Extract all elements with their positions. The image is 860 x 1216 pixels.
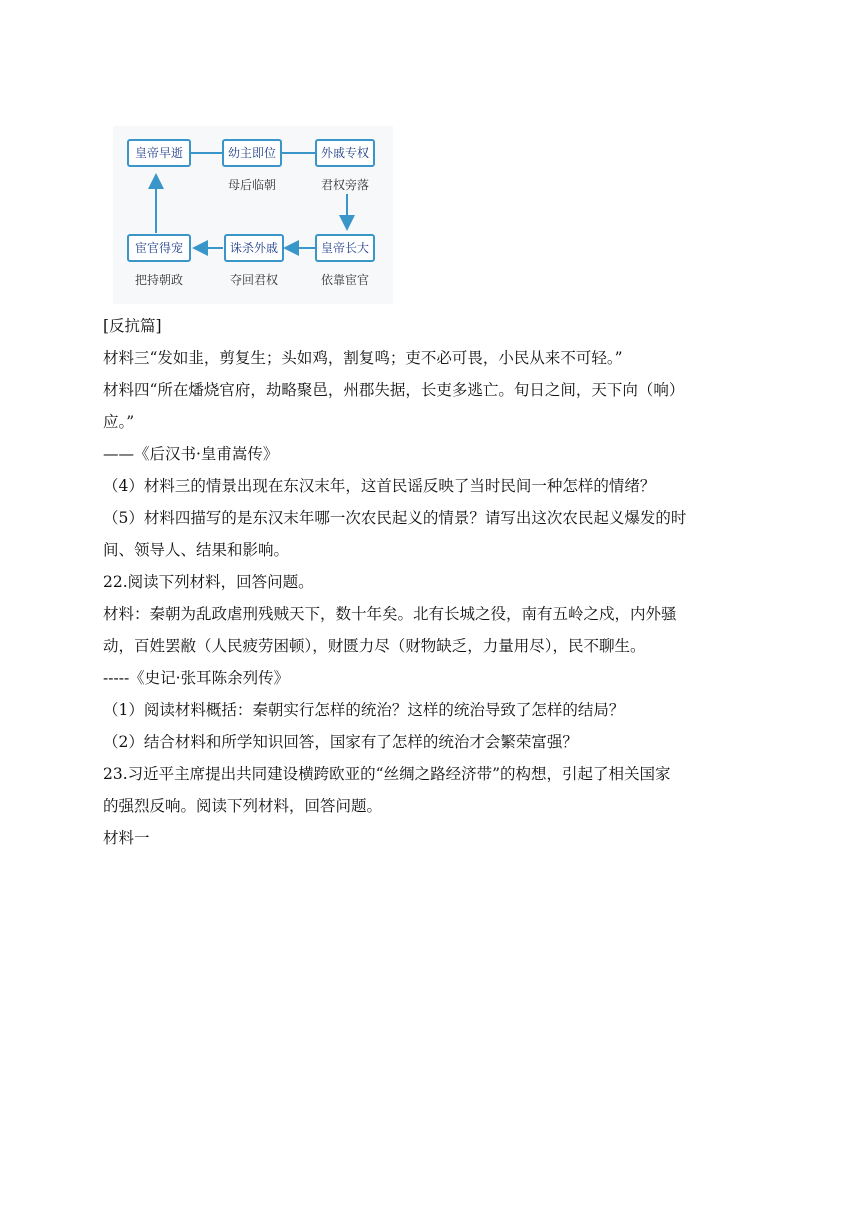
source-citation-1: ——《后汉书·皇甫嵩传》: [103, 445, 279, 463]
cycle-diagram-svg: [113, 126, 393, 304]
question-23-line-1: 23.习近平主席提出共同建设横跨欧亚的“丝绸之路经济带”的构想，引起了相关国家: [103, 765, 671, 783]
material-four-line-1: 材料四“所在燔烧官府，劫略聚邑，州郡失据，长吏多逃亡。旬日之间，天下向（响）: [103, 381, 685, 399]
question-22-material-line-1: 材料：秦朝为乱政虐刑残贼天下，数十年矣。北有长城之役，南有五岭之戍，内外骚: [103, 605, 677, 623]
sub-label-empress-regent: 母后临朝: [227, 178, 277, 192]
sub-label-control-court: 把持朝政: [134, 273, 184, 287]
box-label-emperor-grows: 皇帝长大: [320, 241, 370, 255]
question-23-line-2: 的强烈反响。阅读下列材料，回答问题。: [103, 797, 383, 815]
question-22-part-2: （2）结合材料和所学知识回答，国家有了怎样的统治才会繁荣富强？: [103, 733, 578, 751]
sub-label-regain-power: 夺回君权: [229, 273, 279, 287]
question-23-material-one: 材料一: [103, 829, 150, 847]
box-label-consort-clan: 外戚专权: [320, 146, 370, 160]
sub-label-rely-eunuchs: 依靠宦官: [320, 273, 370, 287]
question-22-title: 22.阅读下列材料，回答问题。: [103, 573, 314, 591]
cycle-diagram: [113, 126, 393, 304]
question-22-part-1: （1）阅读材料概括：秦朝实行怎样的统治？这样的统治导致了怎样的结局？: [103, 701, 625, 719]
box-label-kill-consorts: 诛杀外戚: [229, 241, 279, 255]
box-label-emperor-dies: 皇帝早逝: [134, 146, 184, 160]
body-text: [103, 310, 763, 854]
box-label-young-ruler: 幼主即位: [227, 146, 277, 160]
question-22-material-line-2: 动，百姓罢敝（人民疲劳困顿），财匮力尽（财物缺乏，力量用尽），民不聊生。: [103, 637, 646, 655]
box-label-eunuchs-favored: 宦官得宠: [134, 241, 184, 255]
material-four-line-2: 应。”: [103, 413, 135, 431]
question-5-line-2: 间、领导人、结果和影响。: [103, 541, 290, 559]
question-4: （4）材料三的情景出现在东汉末年，这首民谣反映了当时民间一种怎样的情绪？: [103, 477, 656, 495]
question-5-line-1: （5）材料四描写的是东汉末年哪一次农民起义的情景？请写出这次农民起义爆发的时: [103, 509, 687, 527]
sub-label-power-lost: 君权旁落: [320, 178, 370, 192]
material-three: 材料三“发如韭，剪复生；头如鸡，割复鸣；吏不必可畏，小民从来不可轻。”: [103, 349, 623, 367]
source-citation-2: -----《史记·张耳陈余列传》: [103, 669, 290, 687]
section-heading: [反抗篇]: [103, 317, 162, 335]
